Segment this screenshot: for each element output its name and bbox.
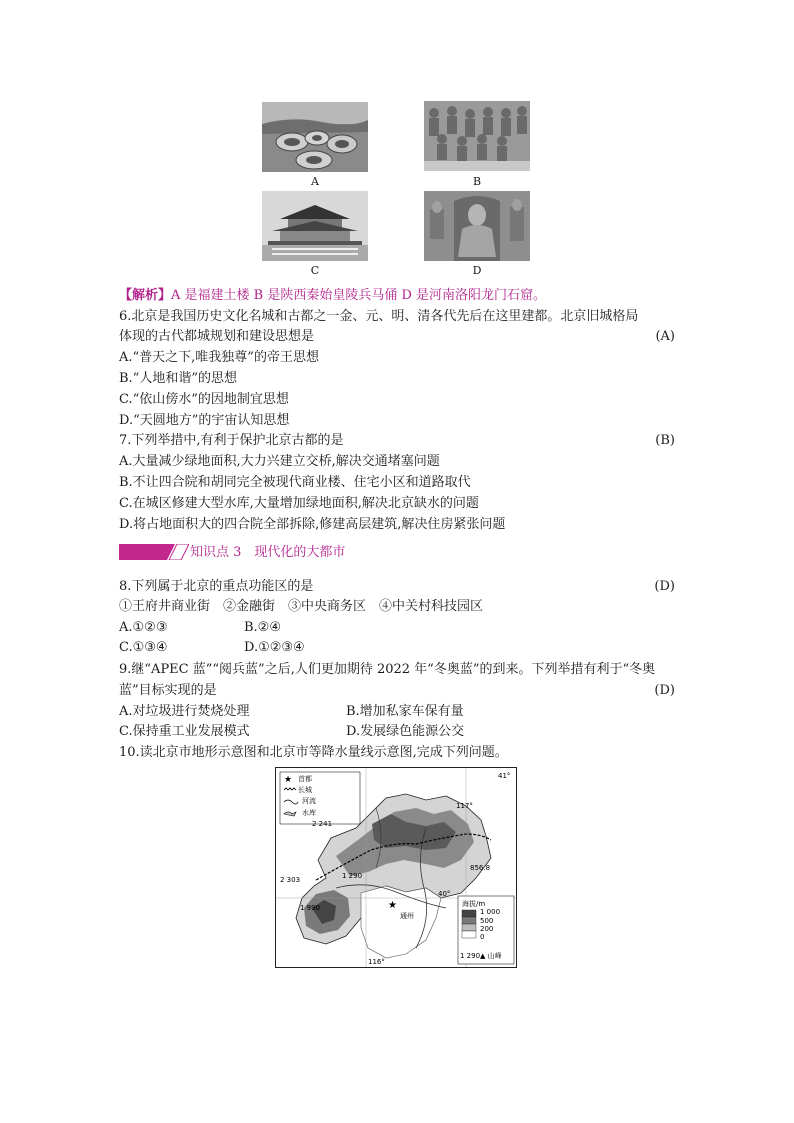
terrain-map-drawing bbox=[276, 768, 516, 967]
knowledge-point-title: 知识点 3 现代化的大都市 bbox=[190, 545, 346, 560]
photo-c-palace bbox=[262, 191, 368, 261]
q8-option-b: B.②④ bbox=[244, 620, 281, 635]
lat-40-label: 40° bbox=[438, 890, 451, 898]
q9-option-b: B.增加私家车保有量 bbox=[346, 704, 464, 719]
q7-option-a: A.大量减少绿地面积,大力兴建立交桥,解决交通堵塞问题 bbox=[119, 454, 440, 469]
peak-legend-label: 1 290▲ 山峰 bbox=[460, 952, 502, 960]
q9-option-a: A.对垃圾进行焚烧处理 bbox=[119, 704, 250, 719]
q8-stem-line bbox=[119, 577, 675, 597]
q9-stem-text: 蓝”目标实现的是 bbox=[119, 683, 217, 698]
beijing-terrain-map bbox=[275, 767, 517, 968]
q10-stem-line: 10.读北京市地形示意图和北京市等降水量线示意图,完成下列问题。 bbox=[119, 745, 508, 760]
photo-d-grottoes bbox=[424, 191, 530, 261]
photo-d-caption: D bbox=[472, 264, 482, 277]
elev-200-label: 200 bbox=[480, 925, 494, 933]
q6-option-d: D.“天圆地方”的宇宙认知思想 bbox=[119, 413, 290, 428]
legend-wall: 长城 bbox=[298, 786, 312, 794]
q7-stem-line bbox=[119, 431, 675, 451]
q8-answer: (D) bbox=[654, 579, 675, 594]
photo-c-caption: C bbox=[310, 264, 320, 277]
legend-reservoir: 水库 bbox=[302, 809, 316, 817]
photo-b-terracotta bbox=[424, 101, 530, 171]
photo-a-caption: A bbox=[311, 175, 319, 188]
q8-option-c: C.①③④ bbox=[119, 640, 168, 655]
q9-option-c: C.保持重工业发展模式 bbox=[119, 724, 250, 739]
elev-0-label: 0 bbox=[480, 933, 485, 941]
lon-116-label: 116° bbox=[368, 958, 385, 966]
peak-856-label: 856.8 bbox=[470, 864, 491, 872]
q7-option-c: C.在城区修建大型水库,大量增加绿地面积,解决北京缺水的问题 bbox=[119, 496, 479, 511]
peak-2303-label: 2 303 bbox=[280, 876, 301, 884]
q8-stem-text: 8.下列属于北京的重点功能区的是 bbox=[119, 579, 314, 594]
q6-stem-line1: 6.北京是我国历史文化名城和古都之一金、元、明、清各代先后在这里建都。北京旧城格局 bbox=[119, 309, 639, 324]
q7-answer: (B) bbox=[655, 433, 675, 448]
lon-117-label: 117° bbox=[456, 802, 473, 810]
q6-option-c: C.“依山傍水”的因地制宜思想 bbox=[119, 392, 289, 407]
q9-option-d: D.发展绿色能源公交 bbox=[346, 724, 465, 739]
knowledge-point-banner-icon bbox=[119, 544, 189, 560]
photo-a-tulou bbox=[262, 102, 368, 172]
peak-1990-label: 1 990 bbox=[300, 904, 321, 912]
q6-answer: (A) bbox=[655, 329, 675, 344]
q7-option-d: D.将占地面积大的四合院全部拆除,修建高层建筑,解决住房紧张问题 bbox=[119, 517, 506, 532]
analysis-line bbox=[119, 286, 675, 306]
elev-500-label: 500 bbox=[480, 917, 494, 925]
q6-stem-text: 体现的古代都城规划和建设思想是 bbox=[119, 329, 315, 344]
q6-stem-line2 bbox=[119, 327, 675, 347]
peak-2241-label: 2 241 bbox=[312, 820, 333, 828]
q8-items: ①王府井商业街 ②金融街 ③中央商务区 ④中关村科技园区 bbox=[119, 599, 484, 614]
q8-option-d: D.①②③④ bbox=[244, 640, 305, 655]
capital-star-icon: ★ bbox=[284, 775, 293, 785]
q9-answer: (D) bbox=[654, 683, 675, 698]
q7-option-b: B.不让四合院和胡同完全被现代商业楼、住宅小区和道路取代 bbox=[119, 475, 471, 490]
elev-1000-label: 1 000 bbox=[480, 908, 501, 916]
elevation-legend-title: 海拔/m bbox=[462, 900, 486, 908]
city-tongzhou-label: 通州 bbox=[400, 912, 414, 920]
q6-option-b: B.“人地和谐”的思想 bbox=[119, 371, 237, 386]
q9-stem-line1: 9.继“APEC 蓝”“阅兵蓝”之后,人们更加期待 2022 年“冬奥蓝”的到来。下列举措有利于“冬奥 bbox=[119, 662, 656, 677]
legend-river: 河流 bbox=[302, 797, 316, 805]
peak-1290-label: 1 290 bbox=[342, 872, 363, 880]
beijing-capital-star-icon: ★ bbox=[388, 900, 397, 911]
analysis-text: A 是福建土楼 B 是陕西秦始皇陵兵马俑 D 是河南洛阳龙门石窟。 bbox=[171, 288, 547, 303]
q9-stem-line2 bbox=[119, 681, 675, 701]
q6-option-a: A.“普天之下,唯我独尊”的帝王思想 bbox=[119, 350, 319, 365]
photo-b-caption: B bbox=[472, 175, 482, 188]
analysis-tag: 【解析】 bbox=[119, 288, 172, 303]
legend-capital: 首都 bbox=[298, 775, 312, 783]
lat-41-label: 41° bbox=[498, 772, 511, 780]
q8-option-a: A.①②③ bbox=[119, 620, 168, 635]
q7-stem-text: 7.下列举措中,有利于保护北京古都的是 bbox=[119, 433, 344, 448]
